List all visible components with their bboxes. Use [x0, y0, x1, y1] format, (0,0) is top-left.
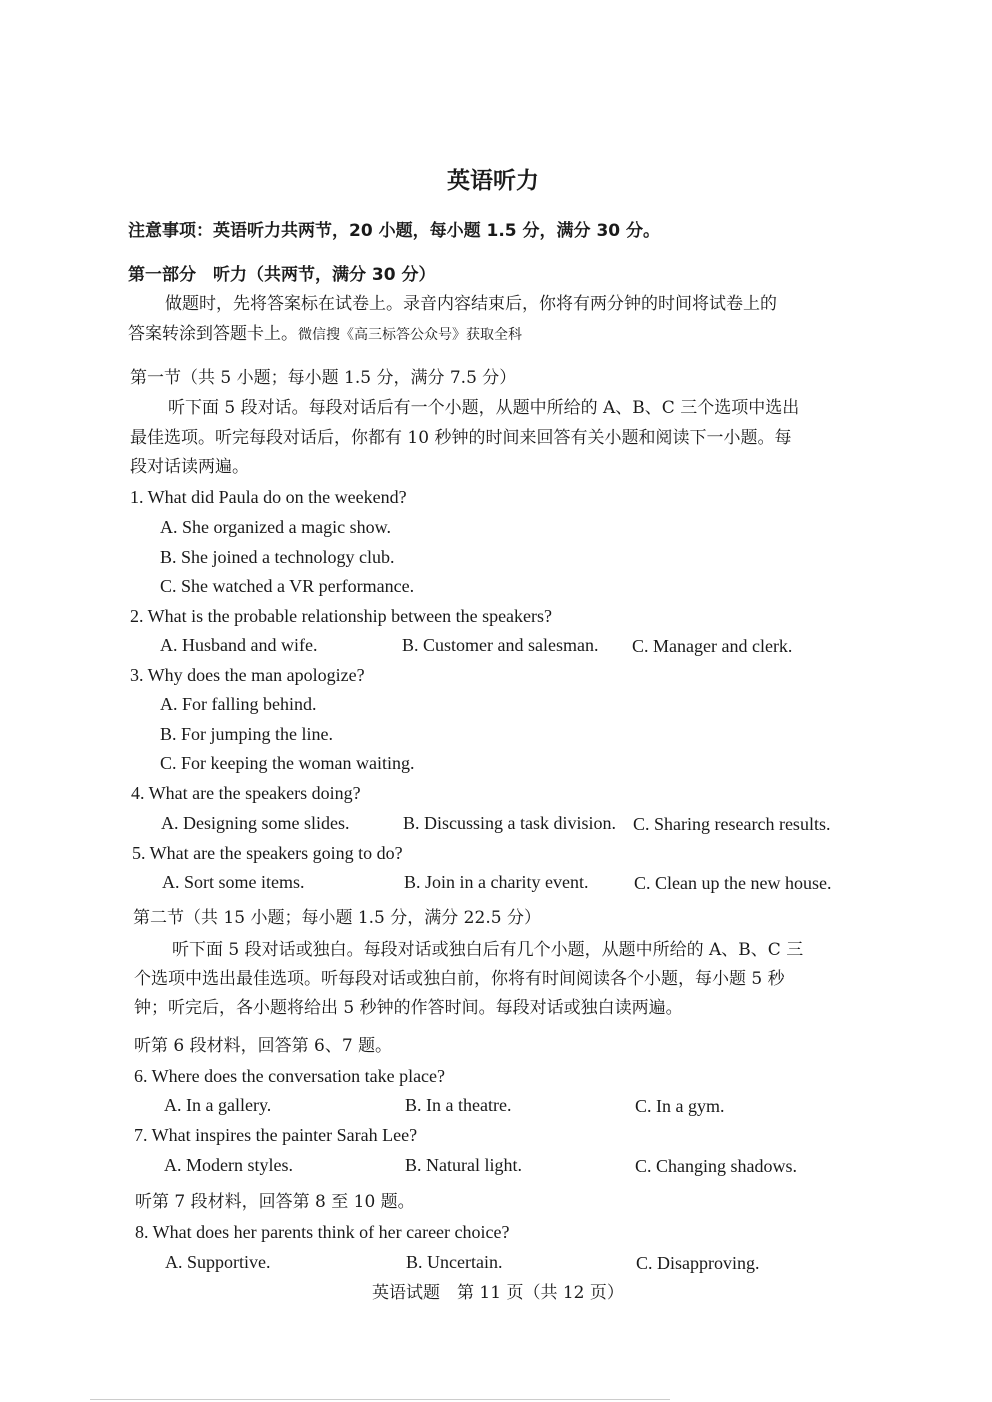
- section2-instruction: 听下面 5 段对话或独白。每段对话或独白后有几个小题，从题中所给的 A、B、C 三: [172, 940, 804, 960]
- option-a: A. Modern styles.: [164, 1155, 293, 1175]
- option-c: C. For keeping the woman waiting.: [160, 753, 415, 773]
- option-c: C. Manager and clerk.: [632, 636, 793, 656]
- notice: 注意事项：英语听力共两节，20 小题，每小题 1.5 分，满分 30 分。: [128, 221, 661, 241]
- option-c: C. Clean up the new house.: [634, 873, 832, 893]
- question-1: 1. What did Paula do on the weekend?: [130, 487, 407, 507]
- section1-instruction: 最佳选项。听完每段对话后，你都有 10 秒钟的时间来回答有关小题和阅读下一小题。每: [130, 428, 792, 448]
- option-b: B. In a theatre.: [405, 1095, 512, 1115]
- part1-instruction-cont: 答案转涂到答题卡上。: [128, 324, 298, 344]
- option-c: C. In a gym.: [635, 1096, 725, 1116]
- question-5: 5. What are the speakers going to do?: [132, 843, 403, 863]
- question-6: 6. Where does the conversation take place?: [134, 1066, 446, 1086]
- question-8: 8. What does her parents think of her career choice?: [135, 1222, 510, 1242]
- option-b: B. Join in a charity event.: [404, 872, 589, 892]
- section1-heading: 第一节（共 5 小题；每小题 1.5 分，满分 7.5 分）: [130, 368, 517, 388]
- option-c: C. Disapproving.: [636, 1253, 760, 1273]
- question-4: 4. What are the speakers doing?: [131, 783, 361, 803]
- part1-instruction: 做题时，先将答案标在试卷上。录音内容结束后，你将有两分钟的时间将试卷上的: [165, 294, 777, 314]
- material-7-note: 听第 7 段材料，回答第 8 至 10 题。: [135, 1192, 415, 1212]
- option-b: B. For jumping the line.: [160, 724, 333, 744]
- option-c: C. Changing shadows.: [635, 1156, 797, 1176]
- option-b: B. Uncertain.: [406, 1252, 503, 1272]
- option-a: A. Supportive.: [165, 1252, 271, 1272]
- page-footer: 英语试题 第 11 页（共 12 页）: [372, 1283, 624, 1303]
- question-3: 3. Why does the man apologize?: [130, 665, 365, 685]
- option-c: C. She watched a VR performance.: [160, 576, 415, 596]
- option-c: C. Sharing research results.: [633, 814, 831, 834]
- watermark-text: 微信搜《高三标答公众号》获取全科: [298, 327, 522, 343]
- option-a: A. She organized a magic show.: [160, 517, 391, 537]
- option-a: A. Husband and wife.: [160, 635, 318, 655]
- option-a: A. Sort some items.: [162, 872, 305, 892]
- section2-instruction: 钟；听完后，各小题将给出 5 秒钟的作答时间。每段对话或独白读两遍。: [134, 998, 683, 1018]
- page-title: 英语听力: [447, 168, 539, 194]
- option-b: B. Natural light.: [405, 1155, 522, 1175]
- part1-heading: 第一部分 听力（共两节，满分 30 分）: [128, 265, 436, 285]
- section1-instruction: 听下面 5 段对话。每段对话后有一个小题，从题中所给的 A、B、C 三个选项中选出: [168, 398, 800, 418]
- option-a: A. In a gallery.: [164, 1095, 272, 1115]
- option-b: B. Discussing a task division.: [403, 813, 617, 833]
- scan-edge-divider: [90, 1399, 670, 1400]
- option-a: A. Designing some slides.: [161, 813, 350, 833]
- option-b: B. Customer and salesman.: [402, 635, 599, 655]
- section1-instruction: 段对话读两遍。: [130, 457, 249, 477]
- section2-heading: 第二节（共 15 小题；每小题 1.5 分，满分 22.5 分）: [133, 908, 541, 928]
- question-2: 2. What is the probable relationship between the speakers?: [130, 606, 553, 626]
- option-a: A. For falling behind.: [160, 694, 317, 714]
- material-6-note: 听第 6 段材料，回答第 6、7 题。: [134, 1036, 393, 1056]
- section2-instruction: 个选项中选出最佳选项。听每段对话或独白前，你将有时间阅读各个小题，每小题 5 秒: [134, 969, 785, 989]
- question-7: 7. What inspires the painter Sarah Lee?: [134, 1125, 418, 1145]
- option-b: B. She joined a technology club.: [160, 547, 395, 567]
